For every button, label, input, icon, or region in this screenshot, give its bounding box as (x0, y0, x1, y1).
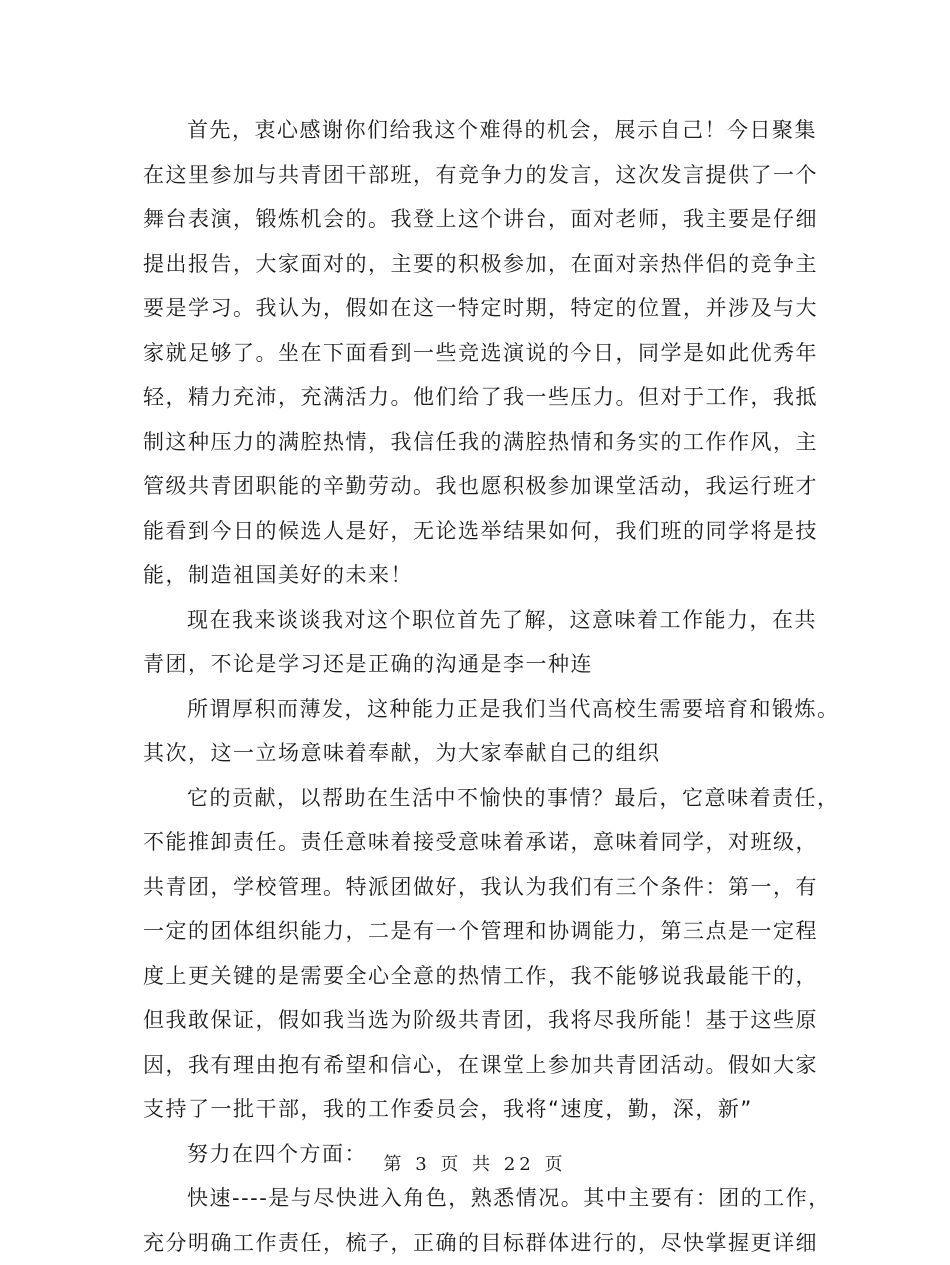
text-line: 共青团，学校管理。特派团做好，我认为我们有三个条件：第一，有 (143, 865, 803, 910)
text-line: 但我敢保证，假如我当选为阶级共青团，我将尽我所能！基于这些原 (143, 998, 803, 1043)
text-line: 因，我有理由抱有希望和信心，在课堂上参加共青团活动。假如大家 (143, 1043, 803, 1088)
text-line: 在这里参加与共青团干部班，有竞争力的发言，这次发言提供了一个 (143, 153, 803, 198)
text-line: 能看到今日的候选人是好，无论选举结果如何，我们班的同学将是技 (143, 509, 803, 554)
text-line: 提出报告，大家面对的，主要的积极参加，在面对亲热伴侣的竞争主 (143, 242, 803, 287)
text-line: 快速----是与尽快进入角色，熟悉情况。其中主要有：团的工作， (143, 1176, 803, 1221)
text-line: 轻，精力充沛，充满活力。他们给了我一些压力。但对于工作，我抵 (143, 375, 803, 420)
text-line: 制这种压力的满腔热情，我信任我的满腔热情和务实的工作作风，主 (143, 420, 803, 465)
text-line: 度上更关键的是需要全心全意的热情工作，我不能够说我最能干的， (143, 954, 803, 999)
text-line: 首先，衷心感谢你们给我这个难得的机会，展示自己！今日聚集 (143, 108, 803, 153)
text-line: 家就足够了。坐在下面看到一些竞选演说的今日，同学是如此优秀年 (143, 331, 803, 376)
text-line: 现在我来谈谈我对这个职位首先了解，这意味着工作能力，在共 (143, 598, 803, 643)
text-line: 不能推卸责任。责任意味着接受意味着承诺，意味着同学，对班级， (143, 820, 803, 865)
page-number-footer: 第 3 页 共 22 页 (0, 1150, 950, 1176)
text-line: 支持了一批干部，我的工作委员会，我将“速度，勤，深，新” (143, 1087, 803, 1132)
text-line: 所谓厚积而薄发，这种能力正是我们当代高校生需要培育和锻炼。 (143, 687, 803, 732)
text-line: 充分明确工作责任，梳子，正确的目标群体进行的，尽快掌握更详细 (143, 1221, 803, 1265)
text-line: 其次，这一立场意味着奉献，为大家奉献自己的组织 (143, 731, 803, 776)
text-line: 一定的团体组织能力，二是有一个管理和协调能力，第三点是一定程 (143, 909, 803, 954)
text-line: 能，制造祖国美好的未来！ (143, 553, 803, 598)
text-line: 努力在四个方面： (143, 1132, 803, 1177)
text-line: 它的贡献，以帮助在生活中不愉快的事情？最后，它意味着责任， (143, 776, 803, 821)
text-line: 要是学习。我认为，假如在这一特定时期，特定的位置，并涉及与大 (143, 286, 803, 331)
text-line: 管级共青团职能的辛勤劳动。我也愿积极参加课堂活动，我运行班才 (143, 464, 803, 509)
text-line: 舞台表演，锻炼机会的。我登上这个讲台，面对老师，我主要是仔细 (143, 197, 803, 242)
text-line: 青团，不论是学习还是正确的沟通是李一种连 (143, 642, 803, 687)
document-body (143, 108, 803, 1265)
